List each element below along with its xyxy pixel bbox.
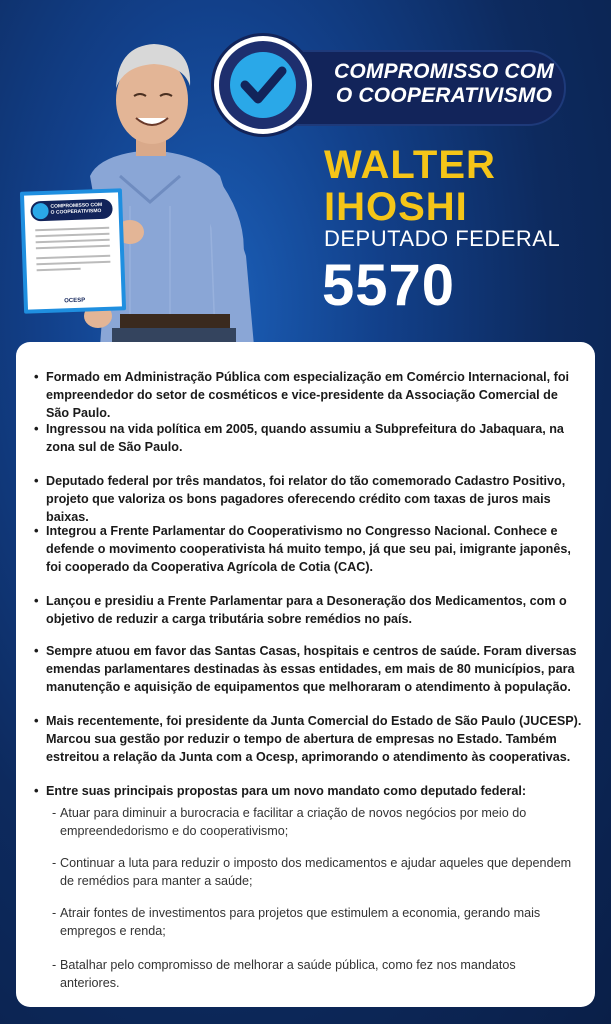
candidate-name <box>324 144 496 228</box>
bullet-item: • Mais recentemente, foi presidente da Junta Comercial do Estado de São Paulo (JUCESP). Marcou sua gestão por reduzir o tempo de abertura de empresas no Estado. Também estreitou a relação da Junta com a Ocesp, aprimorando o atendimento às cooperativas. <box>34 712 582 766</box>
bullet-item: • Lançou e presidiu a Frente Parlamentar para a Desoneração dos Medicamentos, com o objetivo de reduzir a carga tributária sobre remédios no país. <box>34 592 582 628</box>
bullet-item: • Deputado federal por três mandatos, foi relator do tão comemorado Cadastro Positivo, projeto que valoriza os bons pagadores oferecendo crédito com taxas de juros mais baixas. <box>34 472 582 526</box>
badge-text <box>322 60 566 108</box>
certificate-check-icon <box>32 203 49 220</box>
candidate-role: DEPUTADO FEDERAL <box>324 226 561 251</box>
bullet-item: • Entre suas principais propostas para um novo mandato como deputado federal: <box>34 782 582 800</box>
proposal-item: - Batalhar pelo compromisso de melhorar a saúde pública, como fez nos mandatos anteriores. <box>54 956 574 992</box>
check-icon <box>214 36 312 134</box>
bullet-item: • Sempre atuou em favor das Santas Casas, hospitais e centros de saúde. Foram diversas emendas parlamentares destinadas às essas entidades, em mais de 80 municípios, para manutenção e aquisição de equipamentos que melhoraram o atendimento à população. <box>34 642 582 696</box>
proposal-item: - Atuar para diminuir a burocracia e facilitar a criação de novos negócios por meio do empreendedorismo e do cooperativismo; <box>54 804 574 840</box>
certificate-logo: OCESP <box>64 297 86 305</box>
candidate-number: 5570 <box>322 253 456 318</box>
candidate-name-line-2: IHOSHI <box>324 185 468 229</box>
bullet-item: • Formado em Administração Pública com especialização em Comércio Internacional, foi empreendedor do setor de cosméticos e vice-presidente da Associação Comercial de São Paulo. <box>34 368 582 422</box>
badge-line-2: O COOPERATIVISMO <box>335 84 553 107</box>
commitment-badge <box>214 34 569 130</box>
proposal-item: - Continuar a luta para reduzir o imposto dos medicamentos e ajudar aqueles que dependem de remédios para manter a saúde; <box>54 854 574 890</box>
candidate-name-line-1: WALTER <box>324 143 496 187</box>
proposal-item: - Atrair fontes de investimentos para projetos que estimulem a economia, gerando mais empregos e renda; <box>54 904 574 940</box>
bullet-item: • Ingressou na vida política em 2005, quando assumiu a Subprefeitura do Jabaquara, na zona sul de São Paulo. <box>34 420 582 456</box>
certificate <box>20 188 126 313</box>
certificate-title-2: O COOPERATIVISMO <box>50 207 102 216</box>
badge-line-1: COMPROMISSO COM <box>333 60 554 83</box>
bullet-item: • Integrou a Frente Parlamentar do Cooperativismo no Congresso Nacional. Conhece e defende o movimento cooperativista há muito tempo, já que seu pai, imigrante japonês, foi cooperado da Cooperativa Agrícola de Cotia (CAC). <box>34 522 582 576</box>
certificate-title-1: COMPROMISSO COM <box>50 201 103 210</box>
header <box>0 0 611 350</box>
certificate-text-lines <box>35 227 111 282</box>
content-card <box>16 342 595 1007</box>
certificate-header <box>30 199 113 222</box>
